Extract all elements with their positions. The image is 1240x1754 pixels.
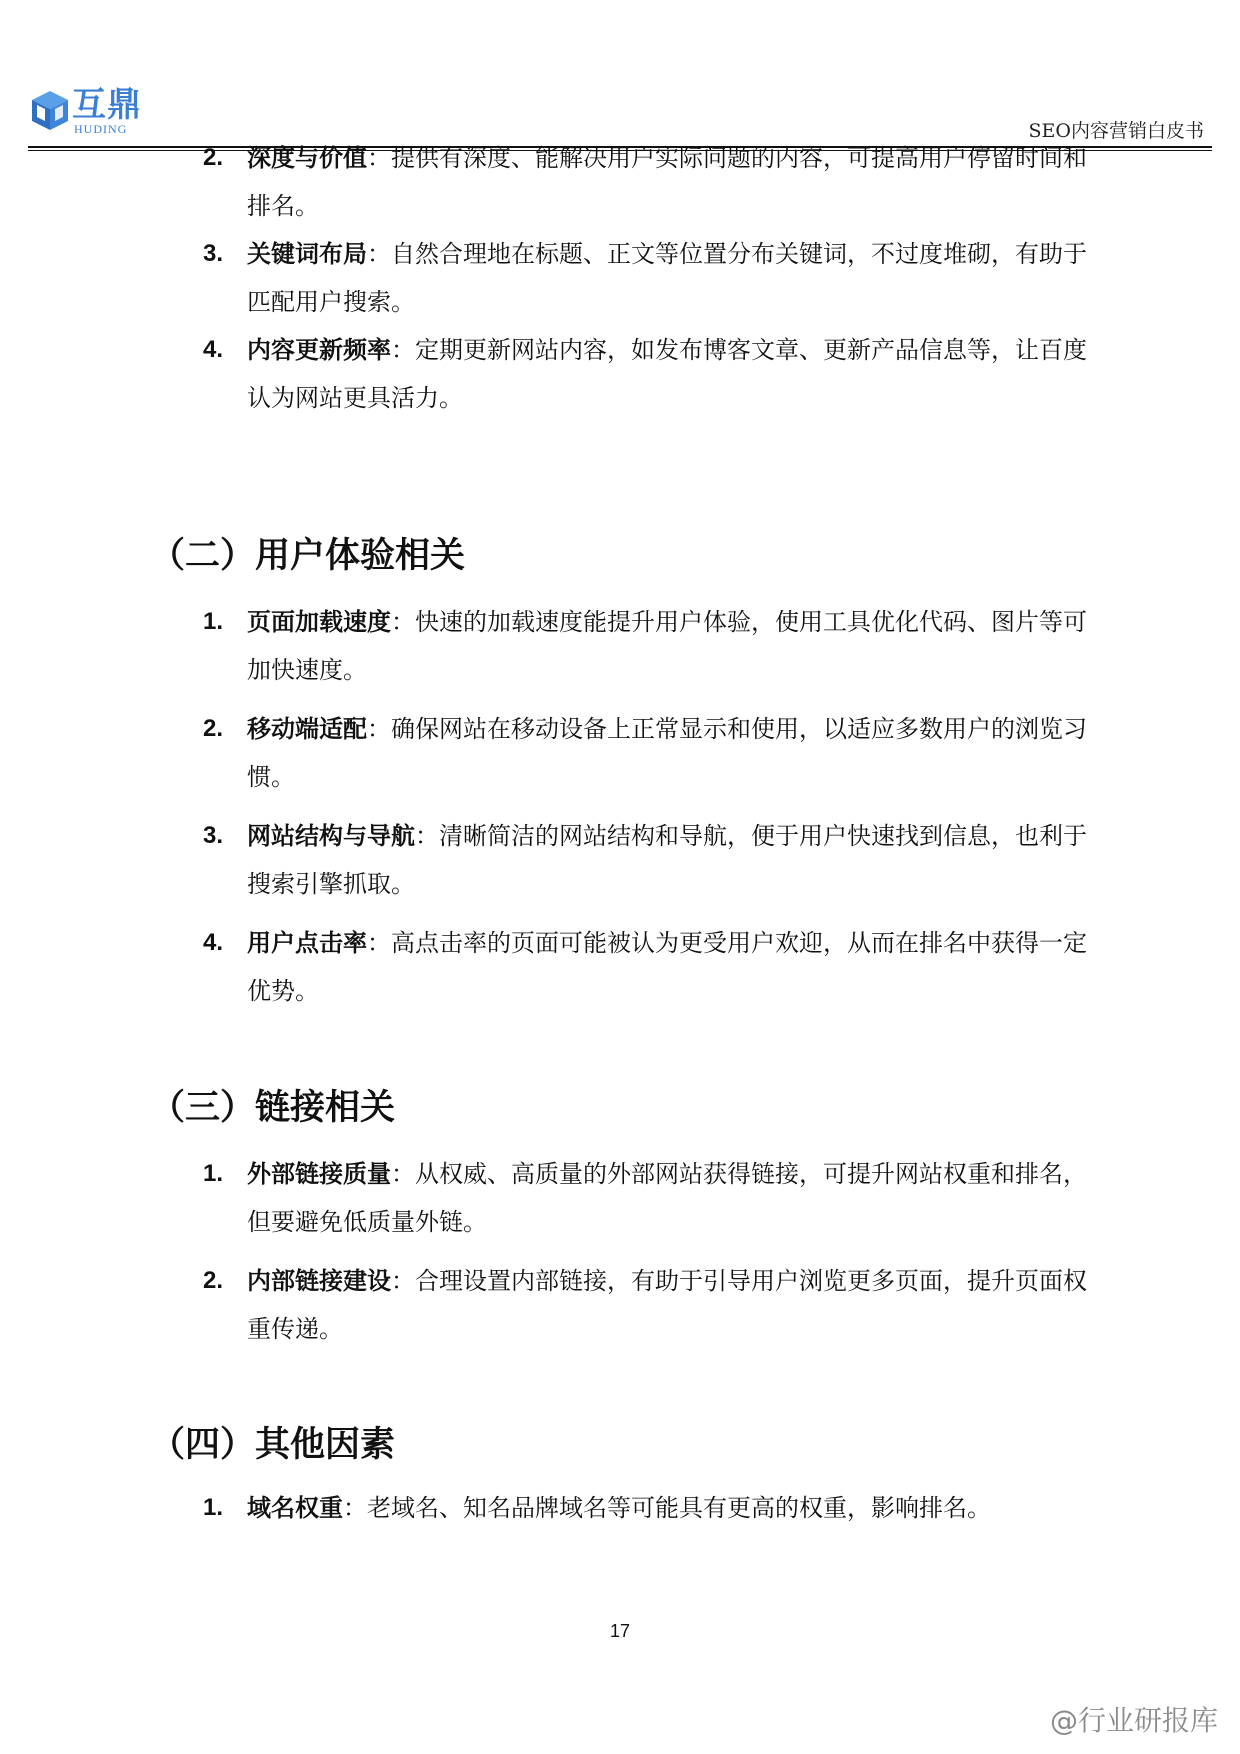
list-item-text xyxy=(247,326,1087,422)
list-item-title: 内容更新频率 xyxy=(247,336,391,364)
list-item-title: 关键词布局 xyxy=(247,240,367,268)
section-heading: （三）链接相关 xyxy=(150,1088,396,1128)
list-item-number: 1. xyxy=(203,1494,224,1521)
section-heading: （四）其他因素 xyxy=(150,1425,396,1465)
list-item-title: 移动端适配 xyxy=(247,715,367,743)
logo-text-cn: 互鼎 xyxy=(72,85,142,125)
section-heading: （二）用户体验相关 xyxy=(150,536,466,576)
list-item-text xyxy=(247,1484,1087,1532)
list-item-body: ：确保网站在移动设备上正常显示和使用，以适应多数用户的浏览习惯。 xyxy=(247,715,1087,791)
list-item-title: 内部链接建设 xyxy=(247,1267,391,1295)
list-item-text xyxy=(247,705,1087,801)
list-item-title: 外部链接质量 xyxy=(247,1160,391,1188)
cube-logo-icon xyxy=(28,88,72,132)
list-item-body: ：清晰简洁的网站结构和导航，便于用户快速找到信息，也利于搜索引擎抓取。 xyxy=(247,822,1087,898)
list-item-text xyxy=(247,230,1087,326)
list-item-number: 2. xyxy=(203,144,224,171)
logo-text-en: HUDING xyxy=(74,122,128,136)
list-item-number: 2. xyxy=(203,1267,224,1294)
list-item-number: 2. xyxy=(203,715,224,742)
list-item-text xyxy=(247,134,1087,230)
list-item-body: ：从权威、高质量的外部网站获得链接，可提升网站权重和排名，但要避免低质量外链。 xyxy=(247,1160,1087,1236)
list-item-number: 3. xyxy=(203,822,224,849)
list-item-title: 深度与价值 xyxy=(247,144,367,172)
list-item-text xyxy=(247,812,1087,908)
list-item-body: ：高点击率的页面可能被认为更受用户欢迎，从而在排名中获得一定优势。 xyxy=(247,929,1087,1005)
list-item-text xyxy=(247,1257,1087,1353)
watermark: @行业研报库 xyxy=(1049,1704,1218,1737)
list-item-body: ：快速的加载速度能提升用户体验，使用工具优化代码、图片等可加快速度。 xyxy=(247,608,1087,684)
list-item-text xyxy=(247,919,1087,1015)
page-number: 17 xyxy=(609,1621,631,1641)
list-item-number: 1. xyxy=(203,1160,224,1187)
list-item-title: 域名权重 xyxy=(247,1494,343,1522)
list-item-title: 网站结构与导航 xyxy=(247,822,415,850)
list-item-title: 页面加载速度 xyxy=(247,608,391,636)
list-item-body: ：合理设置内部链接，有助于引导用户浏览更多页面，提升页面权重传递。 xyxy=(247,1267,1087,1343)
list-item-text xyxy=(247,598,1087,694)
logo xyxy=(28,86,168,138)
list-item-number: 4. xyxy=(203,336,224,363)
list-item-body: ：老域名、知名品牌域名等可能具有更高的权重，影响排名。 xyxy=(343,1494,991,1522)
list-item-number: 4. xyxy=(203,929,224,956)
list-item-number: 3. xyxy=(203,240,224,267)
list-item-body: ：自然合理地在标题、正文等位置分布关键词，不过度堆砌，有助于匹配用户搜索。 xyxy=(247,240,1087,316)
list-item-text xyxy=(247,1150,1087,1246)
list-item-number: 1. xyxy=(203,608,224,635)
list-item-body: ：定期更新网站内容，如发布博客文章、更新产品信息等，让百度认为网站更具活力。 xyxy=(247,336,1087,412)
document-title: SEO内容营销白皮书 xyxy=(1028,120,1204,142)
list-item-title: 用户点击率 xyxy=(247,929,367,957)
list-item-body: ：提供有深度、能解决用户实际问题的内容，可提高用户停留时间和排名。 xyxy=(247,144,1087,220)
